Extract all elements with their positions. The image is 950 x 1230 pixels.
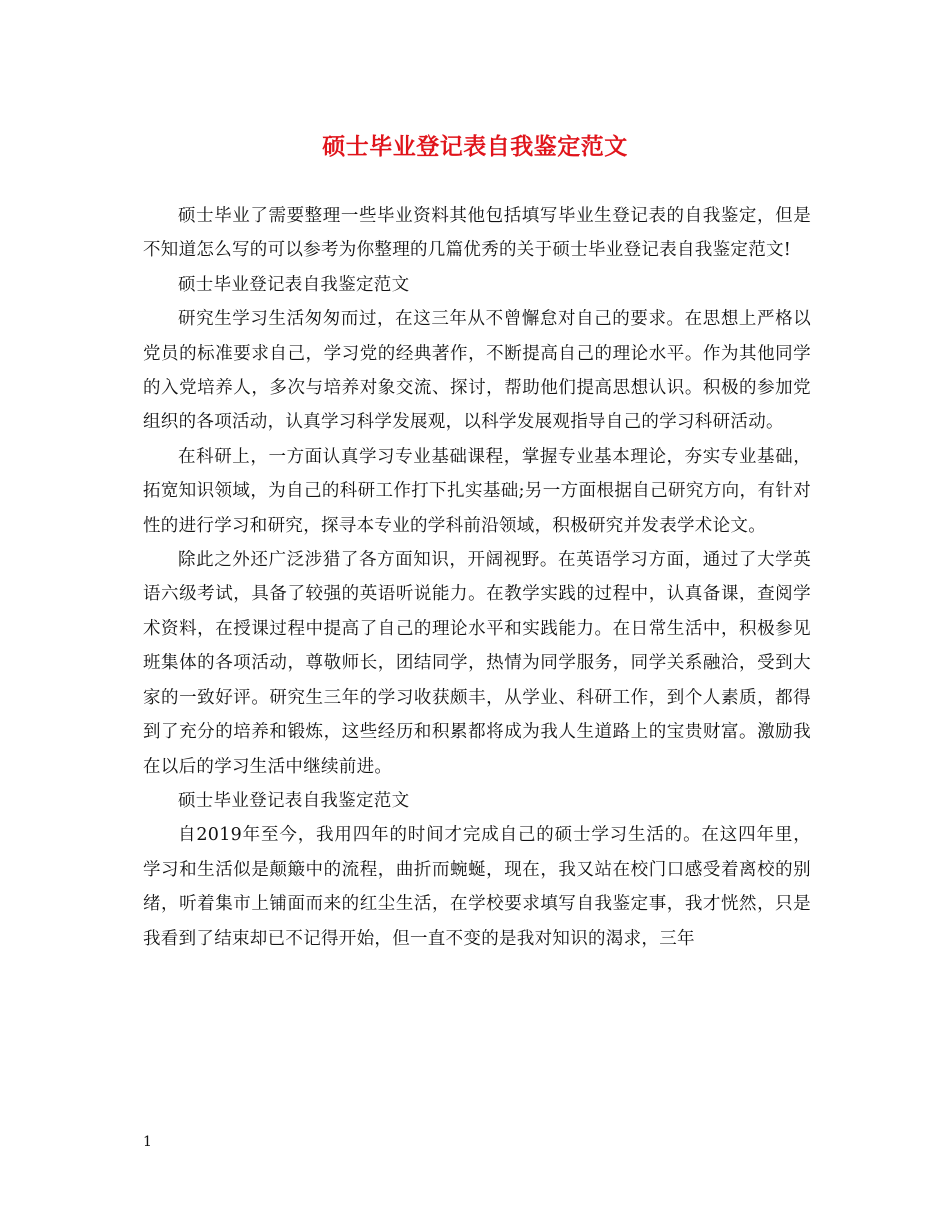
section-heading: 硕士毕业登记表自我鉴定范文 [178,790,410,811]
page-number: 1 [143,1134,152,1150]
document-body [143,199,811,956]
paragraph: 除此之外还广泛涉猎了各方面知识，开阔视野。在英语学习方面，通过了大学英语六级考试，具备了较强的英语听说能力。在教学实践的过程中，认真备课，查阅学术资料，在授课过程中提高了自己的理论水平和实践能力。在日常生活中，积极参见班集体的各项活动，尊敬师长，团结同学，热情为同学服务，同学关系融洽，受到大家的一致好评。研究生三年的学习收获颇丰，从学业、科研工作，到个人素质，都得到了充分的培养和锻炼，这些经历和积累都将成为我人生道路上的宝贵财富。激励我在以后的学习生活中继续前进。 [143,550,811,777]
document-title: 硕士毕业登记表自我鉴定范文 [322,133,628,160]
section-heading: 硕士毕业登记表自我鉴定范文 [178,274,410,295]
paragraph: 自2019年至今，我用四年的时间才完成自己的硕士学习生活的。在这四年里，学习和生活似是颠簸中的流程，曲折而蜿蜒，现在，我又站在校门口感受着离校的别绪，听着集市上铺面而来的红尘生活，在学校要求填写自我鉴定事，我才恍然，只是我看到了结束却已不记得开始，但一直不变的是我对知识的渴求，三年 [143,825,811,949]
paragraph-intro: 硕士毕业了需要整理一些毕业资料其他包括填写毕业生登记表的自我鉴定，但是不知道怎么写的可以参考为你整理的几篇优秀的关于硕士毕业登记表自我鉴定范文! [143,206,811,261]
paragraph: 研究生学习生活匆匆而过，在这三年从不曾懈怠对自己的要求。在思想上严格以党员的标准要求自己，学习党的经典著作，不断提高自己的理论水平。作为其他同学的入党培养人，多次与培养对象交流、探讨，帮助他们提高思想认识。积极的参加党组织的各项活动，认真学习科学发展观，以科学发展观指导自己的学习科研活动。 [143,309,811,433]
paragraph: 在科研上，一方面认真学习专业基础课程，掌握专业基本理论，夯实专业基础，拓宽知识领域，为自己的科研工作打下扎实基础;另一方面根据自己研究方向，有针对性的进行学习和研究，探寻本专业的学科前沿领域，积极研究并发表学术论文。 [143,446,811,536]
